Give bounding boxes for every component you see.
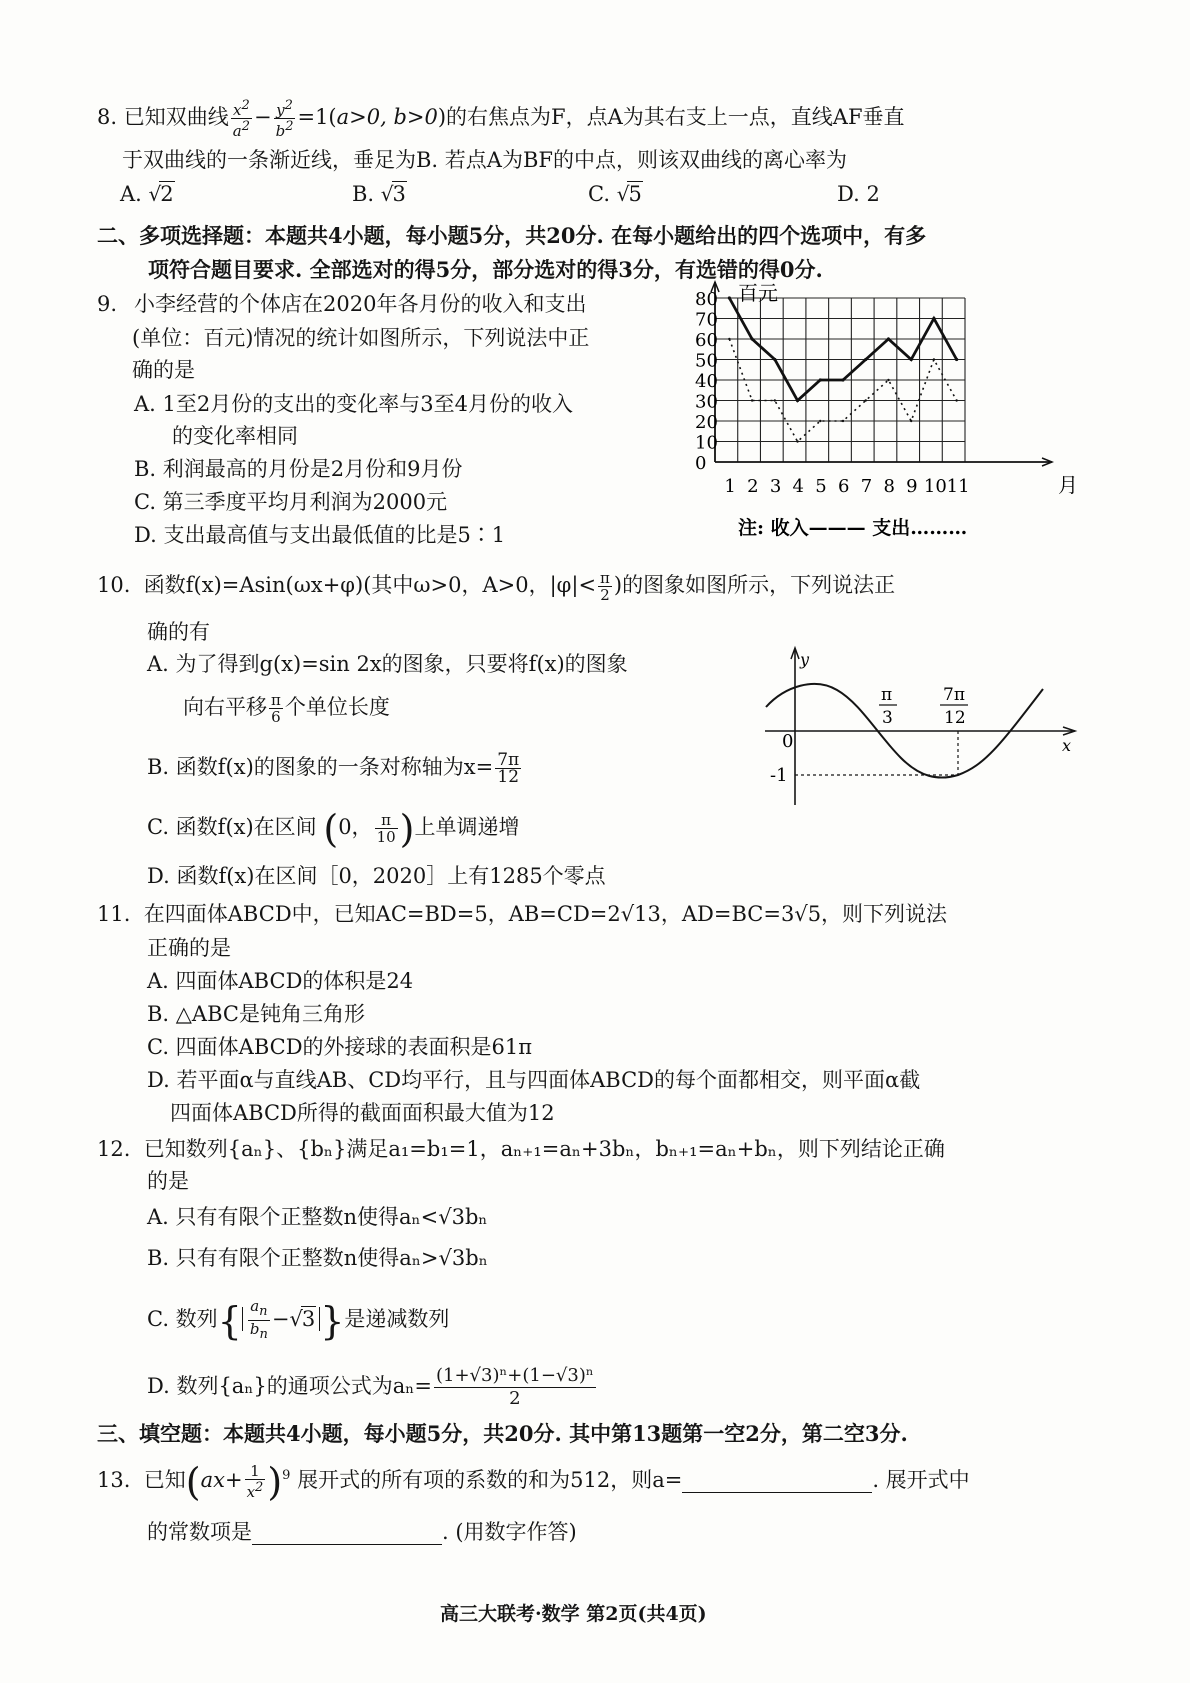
chart-point-income [773, 358, 776, 361]
q9-option-c: C. 第三季度平均月利润为2000元 [134, 490, 448, 514]
chart-ytick-label: 10 [695, 432, 718, 454]
q11-option-a: A. 四面体ABCD的体积是24 [147, 969, 414, 993]
graph-tick-pi3-den: 3 [882, 708, 893, 728]
graph-x-label: x [1062, 736, 1072, 755]
chart-xtick-label: 5 [815, 476, 827, 497]
graph-tick-7pi12-num: 7π [943, 685, 965, 705]
q9-stem-1: 小李经营的个体店在2020年各月份的收入和支出 [134, 292, 587, 316]
chart-ytick-label: 40 [695, 371, 718, 392]
chart-xtick-label: 11 [946, 476, 970, 497]
graph-minus-one: -1 [770, 765, 788, 786]
chart-legend: 注: 收入——— 支出……… [738, 517, 968, 539]
q11-stem: 11. 在四面体ABCD中，已知AC=BD=5，AB=CD=2√13，AD=BC=3√5，则下列说法 [97, 902, 948, 926]
chart-point-expense [819, 420, 821, 422]
section2-heading: 二、多项选择题：本题共4小题，每小题5分，共20分. 在每小题给出的四个选项中，有多 [97, 223, 927, 248]
chart-point-expense [751, 399, 753, 401]
q8-option-c: C. √5 [588, 182, 642, 206]
chart-point-expense [728, 338, 730, 340]
q12-option-a: A. 只有有限个正整数n使得aₙ<√3bₙ [147, 1205, 488, 1229]
q12-option-d: D. 数列{aₙ}的通项公式为aₙ= $\frac{\text{(1+√3)ⁿ+(1−√3)ⁿ}}{2}$ [147, 1365, 594, 1409]
q10-option-a: A. 为了得到g(x)=sin 2x的图象，只要将f(x)的图象 [147, 652, 628, 676]
chart-xtick-label: 7 [860, 476, 873, 497]
q9-stem-3: 确的是 [132, 358, 195, 382]
chart-xtick-label: 2 [747, 476, 759, 497]
q13-answer-blank-constant[interactable] [252, 1522, 442, 1545]
q10-option-a-cont: 向右平移 $\frac{\pi}{6}$ 个单位长度 [183, 691, 390, 726]
chart-point-expense [842, 420, 844, 422]
q8-option-b: B. √3 [352, 182, 406, 206]
q9-option-b: B. 利润最高的月份是2月份和9月份 [134, 457, 463, 481]
q13-answer-blank-a[interactable] [682, 1470, 872, 1493]
graph-tick-7pi12-den: 12 [944, 708, 966, 728]
q11-option-d: D. 若平面α与直线AB、CD均平行，且与四面体ABCD的每个面都相交，则平面α截 [147, 1068, 921, 1092]
chart-ylabel: 百元 [738, 281, 778, 305]
chart-point-income [819, 378, 822, 381]
q12-stem-2: 的是 [147, 1169, 189, 1193]
chart-series-expense-line [729, 339, 956, 442]
q11-stem-2: 正确的是 [147, 936, 231, 960]
q10-stem-2: 确的有 [147, 620, 210, 644]
q13-stem: 13. 已知(ax+ $\frac{1}{x^2}$ )$^9$ 展开式的所有项的系数的和为512，则a= . 展开式中 [97, 1460, 970, 1504]
q9-number: 9. [97, 292, 118, 316]
chart-series-income-line [729, 298, 956, 401]
chart-point-income [864, 358, 867, 361]
chart-point-expense [955, 399, 957, 401]
q10-option-b: B. 函数f(x)的图象的一条对称轴为x= $\frac{7\pi}{12}$ [147, 750, 520, 787]
q10-option-d: D. 函数f(x)在区间［0，2020］上有1285个零点 [147, 864, 606, 888]
chart-point-income [932, 317, 935, 320]
chart-point-expense [910, 420, 912, 422]
chart-xlabel: 月 [1058, 473, 1078, 497]
chart-ytick-label: 0 [695, 453, 707, 474]
q11-option-c: C. 四面体ABCD的外接球的表面积是61π [147, 1035, 533, 1059]
chart-point-income [750, 337, 753, 340]
chart-xtick-label: 1 [724, 476, 736, 497]
q13-stem-2: 的常数项是 . (用数字作答) [147, 1520, 577, 1544]
q8-option-a: A. √2 [120, 182, 174, 206]
chart-point-income [728, 296, 731, 299]
chart-ytick-label: 50 [695, 350, 718, 372]
section2-heading-line2: 项符合题目要求. 全部选对的得5分，部分选对的得3分，有选错的得0分. [148, 257, 823, 282]
q10-option-c: C. 函数f(x)在区间 (0， $\frac{\pi}{10}$ )上单调递增 [147, 807, 520, 851]
q9-option-d: D. 支出最高值与支出最低值的比是5∶1 [134, 523, 506, 547]
q8-option-d: D. 2 [837, 182, 880, 206]
q10-stem: 10. 函数f(x)=Asin(ωx+φ)(其中ω>0，A>0，|φ|< $\frac{\pi}{2}$ )的图象如图所示，下列说法正 [97, 569, 896, 604]
chart-xtick-label: 3 [769, 476, 782, 497]
section3-heading: 三、填空题：本题共4小题，每小题5分，共20分. 其中第13题第一空2分，第二空3分. [97, 1421, 908, 1446]
chart-point-income [796, 399, 799, 402]
income-expense-chart [690, 280, 1090, 550]
q8-line1: 8. 已知双曲线 $\frac{x^2}{a^2}$ − $\frac{y^2}{b^2}$ =1(a>0, b>0)的右焦点为F，点A为其右支上一点，直线AF垂直 [97, 98, 905, 140]
chart-point-expense [774, 399, 776, 401]
q9-option-a-cont: 的变化率相同 [172, 424, 298, 448]
graph-origin: 0 [782, 731, 794, 752]
q12-option-b: B. 只有有限个正整数n使得aₙ>√3bₙ [147, 1246, 488, 1270]
chart-point-income [841, 378, 844, 381]
chart-xtick-label: 9 [906, 476, 918, 497]
q12-option-c: C. 数列{ $\frac{a_n}{b_n}$ −√3 }是递减数列 [147, 1297, 450, 1343]
chart-point-expense [865, 399, 867, 401]
graph-tick-pi3-num: π [881, 685, 893, 705]
graph-y-label: y [800, 650, 810, 669]
chart-xtick-label: 8 [883, 476, 895, 497]
q11-option-b: B. △ABC是钝角三角形 [147, 1002, 365, 1026]
chart-point-expense [796, 440, 798, 442]
chart-ytick-label: 30 [695, 391, 718, 413]
chart-point-expense [887, 379, 889, 381]
chart-point-income [887, 337, 890, 340]
chart-ytick-label: 60 [695, 330, 718, 351]
chart-ytick-label: 20 [695, 412, 718, 433]
chart-ytick-label: 80 [695, 289, 718, 310]
q12-stem: 12. 已知数列{aₙ}、{bₙ}满足a₁=b₁=1，aₙ₊₁=aₙ+3bₙ，bₙ₊₁=aₙ+bₙ，则下列结论正确 [97, 1137, 945, 1161]
chart-xtick-label: 10 [923, 476, 947, 497]
q11-option-d-cont: 四面体ABCD所得的截面面积最大值为12 [170, 1101, 555, 1125]
q8-line2: 于双曲线的一条渐近线，垂足为B. 若点A为BF的中点，则该双曲线的离心率为 [122, 148, 847, 172]
sine-graph [760, 645, 1085, 810]
chart-point-expense [933, 358, 935, 360]
chart-point-income [910, 358, 913, 361]
q9-stem-2: (单位：百元)情况的统计如图所示，下列说法中正 [132, 326, 590, 350]
page-footer: 高三大联考·数学 第2页(共4页) [440, 1603, 707, 1625]
chart-point-income [955, 358, 958, 361]
q9-option-a: A. 1至2月份的支出的变化率与3至4月份的收入 [134, 392, 573, 416]
chart-xtick-label: 4 [792, 476, 804, 497]
chart-xtick-label: 6 [838, 476, 850, 497]
chart-ytick-label: 70 [695, 309, 718, 331]
